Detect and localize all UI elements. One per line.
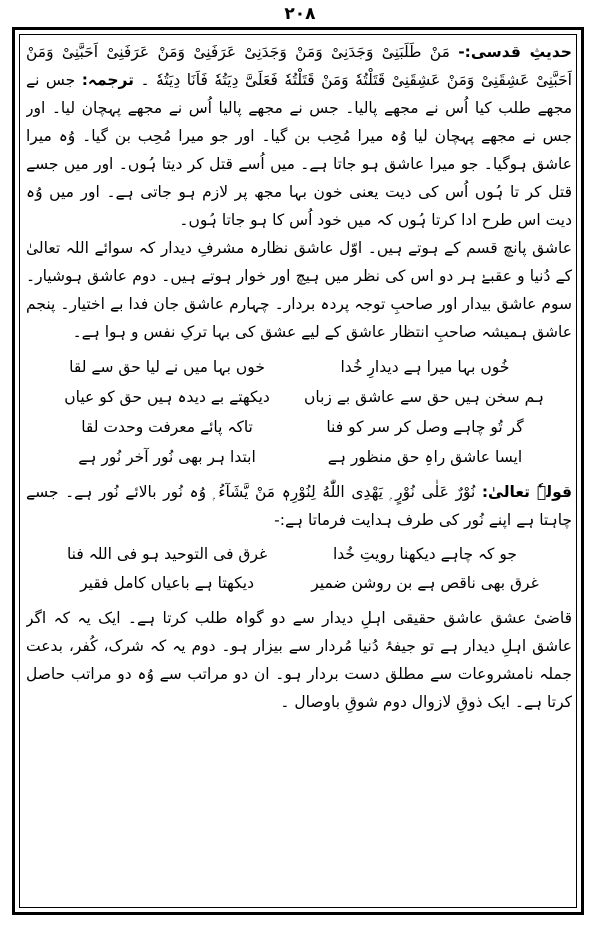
types-paragraph: عاشق پانچ قسم کے ہوتے ہیں۔ اوّل عاشق نظارہ مشرفِ دیدار کہ سوائے اللہ تعالیٰ کے دُنیا و عقبےٰ ہر دو اس کی نظر میں ہیچ اور خوار ہوتے ہیں۔ دوم عاشق ہوشیار۔ سوم عاشق بیدار اور صاحبِ توجہ پردہ بردار۔ چہارم عاشق جان فدا بے اختیار۔ پنجم عاشق ہمیشہ صاحبِ انتظار عاشق کے لیے عشق کی بہا ترکِ نفس و ہوا ہے۔ — [26, 239, 572, 341]
first-hemistich: ایسا عاشق راہِ حق منظور ہے — [327, 448, 523, 466]
page-body — [26, 38, 572, 906]
hadith-label: حدیثِ قدسی:- — [458, 43, 572, 61]
hadith-paragraph — [26, 38, 572, 234]
couplets-block-1 — [26, 352, 572, 472]
first-hemistich: خُوں بہا میرا ہے دیدارِ خُدا — [340, 358, 510, 376]
couplet — [26, 352, 572, 382]
couplet — [26, 540, 572, 569]
couplet — [26, 569, 572, 598]
second-hemistich: خوں بہا میں نے لیا حق سے لقا — [69, 358, 265, 376]
second-hemistich: ابتدا ہر بھی نُور آخر نُور ہے — [78, 448, 256, 466]
first-hemistich: جو کہ چاہے دیکھنا رویتِ خُدا — [332, 545, 517, 563]
first-hemistich: گر تُو چاہے وصل کر سر کو فنا — [326, 418, 524, 436]
quran-label: قولہٗ تعالیٰ: — [481, 483, 572, 501]
second-hemistich: تاکہ پائے معرفت وحدت لقا — [81, 418, 253, 436]
second-hemistich: دیکھتے بے دیدہ ہیں حق کو عیاں — [64, 388, 270, 406]
quran-paragraph — [26, 478, 572, 534]
hadith-arabic-text: مَنْ طَلَبَنِیْ وَجَدَنِیْ وَمَنْ وَجَدَنِیْ عَرَفَنِیْ وَمَنْ عَرَفَنِیْ اَحَبَّنِیْ وَمَنْ اَحَبَّنِیْ عَشِقَنِیْ وَمَنْ عَشِقَنِیْ قَتَلْتُهٗ وَمَنْ قَتَلْتُهٗ فَعَلَیَّ دِیَتُهٗ فَاَنَا دِیَتُهٗ ۔ — [26, 43, 572, 89]
translation-label: ترجمہ: — [81, 71, 134, 89]
second-hemistich: دیکھتا ہے باعیاں کامل فقیر — [80, 574, 254, 592]
couplet — [26, 382, 572, 412]
first-hemistich: غرق بھی ناقص ہے بن روشن ضمیر — [311, 574, 539, 592]
page-number: ۲۰۸ — [284, 4, 316, 24]
closing-paragraph: قاضیٔ عشق عاشق حقیقی اہلِ دیدار سے دو گواہ طلب کرتا ہے۔ ایک یہ کہ اگر عاشق اہلِ دیدار ہے تو جیفۂ دُنیا مُردار سے بیزار ہو۔ دوم یہ کہ شرک، کُفر، بدعت جملہ نامشروعات سے مطلق دست بردار ہو۔ ان دو مراتب سے وُہ دو مراتب حاصل کرتا ہے۔ ایک ذوقِ لازوال دوم شوقِ باوصال ۔ — [26, 609, 572, 711]
hadith-translation: جس نے مجھے طلب کیا اُس نے مجھے پالیا۔ جس نے مجھے پالیا اُس نے مجھے پہچان لیا۔ اور جس نے مجھے پہچان لیا وُہ میرا مُحِب بن گیا۔ اور جو میرا مُحِب بن گیا۔ وُہ میرا عاشق ہوگیا۔ جو میرا عاشق ہو جاتا ہے۔ میں اُسے قتل کر دیتا ہُوں۔ اور میں جسے قتل کر تا ہُوں اُس کی دیت یعنی خون بہا مجھ پر لازم ہو جاتی ہے۔ اور میں وُہ دیت اس طرح ادا کرتا ہُوں کہ میں خود اُس کا ہو جاتا ہُوں۔ — [26, 71, 572, 229]
first-hemistich: ہم سخن ہیں حق سے عاشق بے زباں — [303, 388, 544, 406]
couplet — [26, 442, 572, 472]
couplet — [26, 412, 572, 442]
quran-translation: وُہ نُور بالائے نُور ہے۔ جسے چاہتا ہے اپنے نُور کی طرف ہدایت فرماتا ہے:- — [26, 483, 572, 529]
second-hemistich: غرق فی التوحید ہو فی اللہ فنا — [66, 545, 268, 563]
quran-arabic-text: نُوْرٌ عَلٰی نُوْرٍ ۭ یَهْدِی اللّٰهُ لِنُوْرِهٖ مَنْ یَّشَآءُ ۭ — [212, 483, 476, 501]
couplets-block-2 — [26, 540, 572, 598]
